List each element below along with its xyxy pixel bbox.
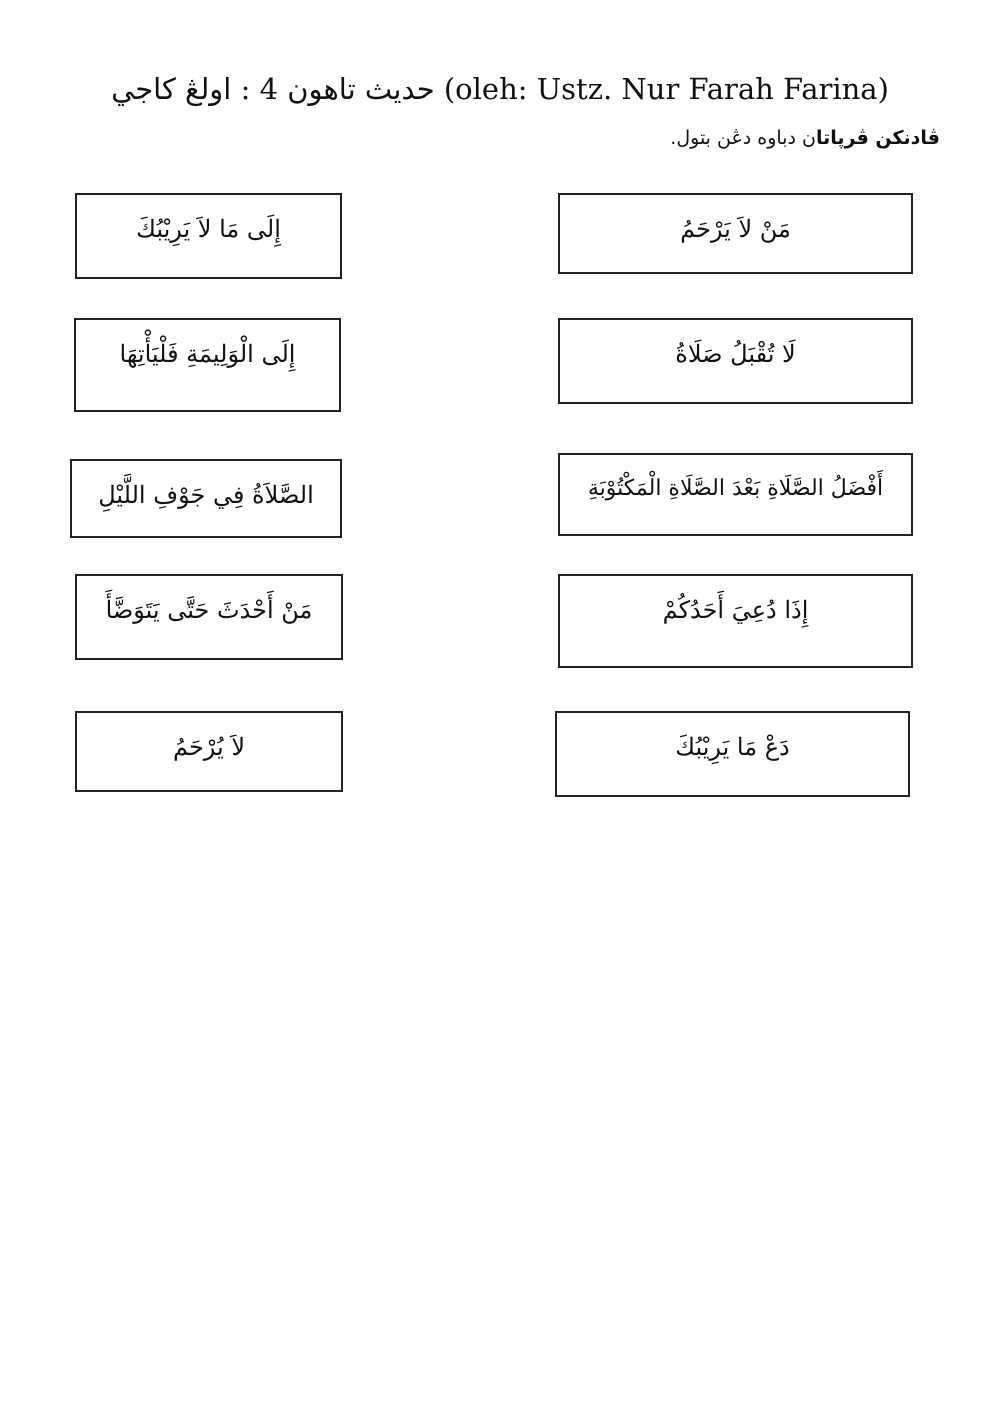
card-text: لَا تُقْبَلُ صَلَاةُ xyxy=(675,340,796,368)
instruction-text xyxy=(670,120,940,156)
left-card-3[interactable] xyxy=(70,459,342,538)
card-text: الصَّلاَةُ فِي جَوْفِ اللَّيْلِ xyxy=(98,481,314,509)
left-card-1[interactable] xyxy=(75,193,342,279)
left-card-5[interactable] xyxy=(75,711,343,792)
card-text: مَنْ لاَ يَرْحَمُ xyxy=(680,215,791,243)
card-text: دَعْ مَا يَرِيْبُكَ xyxy=(675,733,790,761)
card-text: إِلَى مَا لاَ يَرِيْبُكَ xyxy=(136,215,281,243)
right-card-1[interactable] xyxy=(558,193,913,274)
card-text: إِلَى الْوَلِيمَةِ فَلْيَأْتِهَا xyxy=(119,340,296,368)
right-card-3[interactable] xyxy=(558,453,913,536)
right-card-2[interactable] xyxy=(558,318,913,404)
instruction-rest: ن دباوه دڠن بتول. xyxy=(670,127,816,149)
title-author: (oleh: Ustz. Nur Farah Farina) xyxy=(443,72,889,106)
card-text: إِذَا دُعِيَ أَحَدُكُمْ xyxy=(662,596,809,624)
instruction-bold: ڤادنكن ڤرڽاتا xyxy=(815,127,940,149)
right-card-5[interactable] xyxy=(555,711,910,797)
worksheet-title xyxy=(0,66,1000,112)
title-arabic: حديث تاهون 4 : اولڠ كاجي xyxy=(111,72,435,106)
left-card-2[interactable] xyxy=(74,318,341,412)
left-card-4[interactable] xyxy=(75,574,343,660)
card-text: لاَ يُرْحَمُ xyxy=(172,733,246,761)
card-text: أَفْضَلُ الصَّلَاةِ بَعْدَ الصَّلَاةِ الْمَكْتُوْبَةِ xyxy=(587,476,884,501)
right-card-4[interactable] xyxy=(558,574,913,668)
card-text: مَنْ أَحْدَثَ حَتَّى يَتَوَضَّأَ xyxy=(105,596,313,624)
